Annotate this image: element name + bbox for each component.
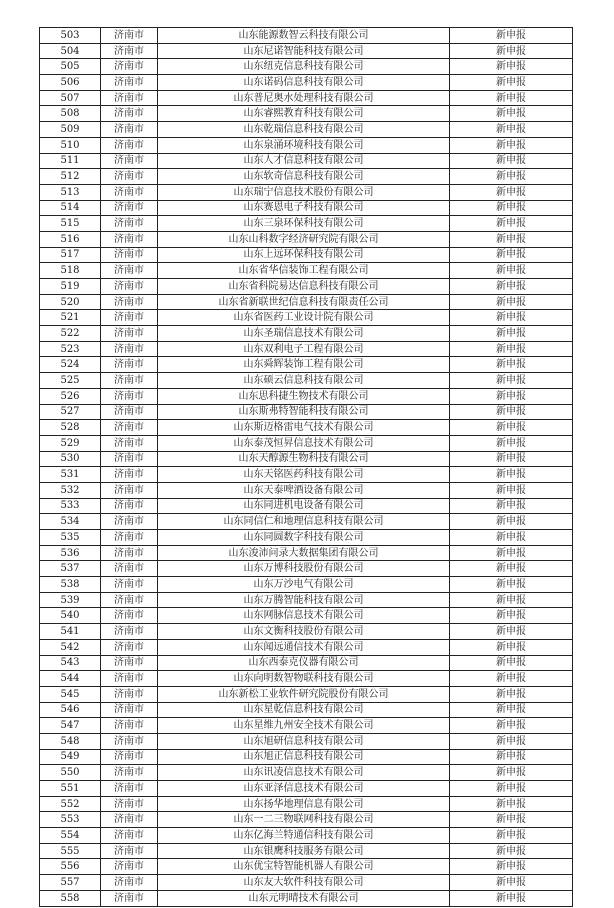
company-name-cell: 山东银鹰科技服务有限公司 [158,843,450,859]
company-name-cell: 山东尼诺智能科技有限公司 [158,43,450,59]
city-cell: 济南市 [101,341,158,357]
city-cell: 济南市 [101,655,158,671]
city-cell: 济南市 [101,875,158,891]
company-name-cell: 山东省科院易达信息科技有限公司 [158,279,450,295]
city-cell: 济南市 [101,812,158,828]
status-cell: 新申报 [450,59,573,75]
status-cell: 新申报 [450,561,573,577]
company-name-cell: 山东泉涌环境科技有限公司 [158,137,450,153]
table-row [40,263,573,279]
table-row [40,231,573,247]
row-number-cell: 525 [40,373,101,389]
company-name-cell: 山东舜辉装饰工程有限公司 [158,357,450,373]
row-number-cell: 531 [40,467,101,483]
table-row [40,279,573,295]
city-cell: 济南市 [101,890,158,906]
company-name-cell: 山东万博科技股份有限公司 [158,561,450,577]
row-number-cell: 518 [40,263,101,279]
table-row [40,404,573,420]
company-name-cell: 山东山科数字经济研究院有限公司 [158,231,450,247]
row-number-cell: 542 [40,639,101,655]
table-row [40,357,573,373]
city-cell: 济南市 [101,718,158,734]
company-name-cell: 山东双利电子工程有限公司 [158,341,450,357]
table-row [40,639,573,655]
company-name-cell: 山东星乾信息科技有限公司 [158,702,450,718]
status-cell: 新申报 [450,467,573,483]
city-cell: 济南市 [101,467,158,483]
status-cell: 新申报 [450,310,573,326]
table-row [40,435,573,451]
row-number-cell: 522 [40,326,101,342]
company-name-cell: 山东三泉环保科技有限公司 [158,216,450,232]
company-name-cell: 山东泰茂恒昇信息技术有限公司 [158,435,450,451]
table-row [40,216,573,232]
row-number-cell: 538 [40,577,101,593]
status-cell: 新申报 [450,765,573,781]
table-row [40,561,573,577]
company-name-cell: 山东友大软件科技有限公司 [158,875,450,891]
company-name-cell: 山东旭研信息科技有限公司 [158,733,450,749]
row-number-cell: 507 [40,90,101,106]
table-row [40,184,573,200]
status-cell: 新申报 [450,686,573,702]
city-cell: 济南市 [101,153,158,169]
company-name-cell: 山东上远环保科技有限公司 [158,247,450,263]
city-cell: 济南市 [101,671,158,687]
table-row [40,545,573,561]
row-number-cell: 512 [40,169,101,185]
city-cell: 济南市 [101,843,158,859]
row-number-cell: 530 [40,451,101,467]
company-name-cell: 山东同进机电设备有限公司 [158,498,450,514]
company-name-cell: 山东斯弗特智能科技有限公司 [158,404,450,420]
status-cell: 新申报 [450,231,573,247]
city-cell: 济南市 [101,90,158,106]
table-row [40,859,573,875]
row-number-cell: 556 [40,859,101,875]
city-cell: 济南市 [101,357,158,373]
row-number-cell: 520 [40,294,101,310]
city-cell: 济南市 [101,247,158,263]
city-cell: 济南市 [101,482,158,498]
city-cell: 济南市 [101,561,158,577]
company-name-cell: 山东新松工业软件研究院股份有限公司 [158,686,450,702]
row-number-cell: 545 [40,686,101,702]
row-number-cell: 515 [40,216,101,232]
row-number-cell: 509 [40,122,101,138]
status-cell: 新申报 [450,43,573,59]
table-row [40,890,573,906]
table-row [40,624,573,640]
row-number-cell: 533 [40,498,101,514]
table-row [40,812,573,828]
row-number-cell: 537 [40,561,101,577]
company-name-cell: 山东思科捷生物技术有限公司 [158,388,450,404]
company-name-cell: 山东万腾智能科技有限公司 [158,592,450,608]
city-cell: 济南市 [101,686,158,702]
city-cell: 济南市 [101,451,158,467]
status-cell: 新申报 [450,420,573,436]
city-cell: 济南市 [101,279,158,295]
status-cell: 新申报 [450,702,573,718]
status-cell: 新申报 [450,749,573,765]
table-row [40,75,573,91]
table-row [40,686,573,702]
company-name-cell: 山东普尼奥水处理科技有限公司 [158,90,450,106]
status-cell: 新申报 [450,326,573,342]
company-name-cell: 山东人才信息科技有限公司 [158,153,450,169]
status-cell: 新申报 [450,388,573,404]
table-row [40,294,573,310]
company-name-cell: 山东旭正信息科技有限公司 [158,749,450,765]
company-name-cell: 山东斯迈格雷电气技术有限公司 [158,420,450,436]
company-name-cell: 山东亚泽信息技术有限公司 [158,781,450,797]
table-row [40,733,573,749]
row-number-cell: 516 [40,231,101,247]
city-cell: 济南市 [101,28,158,44]
city-cell: 济南市 [101,624,158,640]
row-number-cell: 519 [40,279,101,295]
company-name-cell: 山东天泰啤酒设备有限公司 [158,482,450,498]
city-cell: 济南市 [101,404,158,420]
table-row [40,43,573,59]
status-cell: 新申报 [450,263,573,279]
table-row [40,451,573,467]
company-list-sheet [39,27,572,907]
status-cell: 新申报 [450,169,573,185]
row-number-cell: 505 [40,59,101,75]
row-number-cell: 532 [40,482,101,498]
company-name-cell: 山东天铭医药科技有限公司 [158,467,450,483]
table-body [40,28,573,907]
city-cell: 济南市 [101,577,158,593]
company-name-cell: 山东圣瑞信息技术有限公司 [158,326,450,342]
company-name-cell: 山东软奇信息科技有限公司 [158,169,450,185]
row-number-cell: 555 [40,843,101,859]
row-number-cell: 534 [40,514,101,530]
city-cell: 济南市 [101,592,158,608]
company-name-cell: 山东星维九州安全技术有限公司 [158,718,450,734]
status-cell: 新申报 [450,122,573,138]
status-cell: 新申报 [450,404,573,420]
status-cell: 新申报 [450,796,573,812]
table-row [40,796,573,812]
table-row [40,655,573,671]
row-number-cell: 557 [40,875,101,891]
city-cell: 济南市 [101,435,158,451]
status-cell: 新申报 [450,592,573,608]
city-cell: 济南市 [101,608,158,624]
row-number-cell: 527 [40,404,101,420]
table-row [40,749,573,765]
status-cell: 新申报 [450,200,573,216]
status-cell: 新申报 [450,671,573,687]
company-name-cell: 山东西泰克仪器有限公司 [158,655,450,671]
company-name-cell: 山东文衡科技股份有限公司 [158,624,450,640]
company-name-cell: 山东天醇源生物科技有限公司 [158,451,450,467]
status-cell: 新申报 [450,28,573,44]
city-cell: 济南市 [101,733,158,749]
status-cell: 新申报 [450,530,573,546]
status-cell: 新申报 [450,624,573,640]
table-row [40,482,573,498]
row-number-cell: 547 [40,718,101,734]
city-cell: 济南市 [101,828,158,844]
status-cell: 新申报 [450,545,573,561]
company-name-cell: 山东同信仁和地理信息科技有限公司 [158,514,450,530]
status-cell: 新申报 [450,294,573,310]
city-cell: 济南市 [101,498,158,514]
status-cell: 新申报 [450,373,573,389]
status-cell: 新申报 [450,153,573,169]
table-row [40,247,573,263]
table-row [40,828,573,844]
row-number-cell: 529 [40,435,101,451]
row-number-cell: 503 [40,28,101,44]
city-cell: 济南市 [101,137,158,153]
city-cell: 济南市 [101,59,158,75]
status-cell: 新申报 [450,828,573,844]
status-cell: 新申报 [450,655,573,671]
status-cell: 新申报 [450,514,573,530]
row-number-cell: 558 [40,890,101,906]
table-row [40,388,573,404]
status-cell: 新申报 [450,451,573,467]
city-cell: 济南市 [101,294,158,310]
city-cell: 济南市 [101,781,158,797]
city-cell: 济南市 [101,310,158,326]
status-cell: 新申报 [450,357,573,373]
city-cell: 济南市 [101,75,158,91]
row-number-cell: 539 [40,592,101,608]
company-name-cell: 山东省医药工业设计院有限公司 [158,310,450,326]
status-cell: 新申报 [450,90,573,106]
row-number-cell: 514 [40,200,101,216]
table-row [40,28,573,44]
table-row [40,310,573,326]
status-cell: 新申报 [450,733,573,749]
row-number-cell: 517 [40,247,101,263]
city-cell: 济南市 [101,200,158,216]
row-number-cell: 553 [40,812,101,828]
table-row [40,608,573,624]
status-cell: 新申报 [450,890,573,906]
table-row [40,671,573,687]
row-number-cell: 511 [40,153,101,169]
status-cell: 新申报 [450,875,573,891]
city-cell: 济南市 [101,373,158,389]
row-number-cell: 549 [40,749,101,765]
status-cell: 新申报 [450,184,573,200]
table-row [40,153,573,169]
table-row [40,514,573,530]
table-row [40,106,573,122]
company-name-cell: 山东睿熙教育科技有限公司 [158,106,450,122]
row-number-cell: 513 [40,184,101,200]
table-row [40,592,573,608]
table-row [40,843,573,859]
status-cell: 新申报 [450,639,573,655]
company-name-cell: 山东纽克信息科技有限公司 [158,59,450,75]
company-name-cell: 山东向明数智物联科技有限公司 [158,671,450,687]
status-cell: 新申报 [450,608,573,624]
row-number-cell: 546 [40,702,101,718]
table-row [40,781,573,797]
company-name-cell: 山东赛恩电子科技有限公司 [158,200,450,216]
row-number-cell: 504 [40,43,101,59]
table-row [40,718,573,734]
status-cell: 新申报 [450,279,573,295]
company-name-cell: 山东元明晴技术有限公司 [158,890,450,906]
table-row [40,765,573,781]
company-name-cell: 山东网脉信息技术有限公司 [158,608,450,624]
city-cell: 济南市 [101,169,158,185]
status-cell: 新申报 [450,435,573,451]
row-number-cell: 506 [40,75,101,91]
table-row [40,467,573,483]
status-cell: 新申报 [450,577,573,593]
row-number-cell: 541 [40,624,101,640]
status-cell: 新申报 [450,75,573,91]
table-row [40,498,573,514]
city-cell: 济南市 [101,749,158,765]
company-name-cell: 山东诺码信息科技有限公司 [158,75,450,91]
city-cell: 济南市 [101,530,158,546]
company-name-cell: 山东省华信装饰工程有限公司 [158,263,450,279]
status-cell: 新申报 [450,216,573,232]
company-name-cell: 山东讯凌信息技术有限公司 [158,765,450,781]
table-row [40,59,573,75]
row-number-cell: 550 [40,765,101,781]
status-cell: 新申报 [450,482,573,498]
city-cell: 济南市 [101,796,158,812]
table-row [40,420,573,436]
city-cell: 济南市 [101,765,158,781]
row-number-cell: 528 [40,420,101,436]
company-name-cell: 山东闻远通信技术有限公司 [158,639,450,655]
city-cell: 济南市 [101,231,158,247]
table-row [40,169,573,185]
row-number-cell: 523 [40,341,101,357]
status-cell: 新申报 [450,812,573,828]
city-cell: 济南市 [101,263,158,279]
city-cell: 济南市 [101,326,158,342]
row-number-cell: 552 [40,796,101,812]
table-row [40,341,573,357]
table-row [40,122,573,138]
row-number-cell: 524 [40,357,101,373]
status-cell: 新申报 [450,718,573,734]
company-name-cell: 山东硕云信息科技有限公司 [158,373,450,389]
city-cell: 济南市 [101,122,158,138]
table-row [40,90,573,106]
company-name-cell: 山东同圆数字科技有限公司 [158,530,450,546]
row-number-cell: 508 [40,106,101,122]
table-row [40,373,573,389]
city-cell: 济南市 [101,184,158,200]
city-cell: 济南市 [101,420,158,436]
company-name-cell: 山东优宝特智能机器人有限公司 [158,859,450,875]
status-cell: 新申报 [450,106,573,122]
row-number-cell: 521 [40,310,101,326]
company-name-cell: 山东能源数智云科技有限公司 [158,28,450,44]
row-number-cell: 536 [40,545,101,561]
row-number-cell: 540 [40,608,101,624]
table-row [40,137,573,153]
row-number-cell: 554 [40,828,101,844]
row-number-cell: 551 [40,781,101,797]
company-name-cell: 山东乾瑞信息科技有限公司 [158,122,450,138]
table-row [40,577,573,593]
row-number-cell: 548 [40,733,101,749]
city-cell: 济南市 [101,216,158,232]
status-cell: 新申报 [450,498,573,514]
company-name-cell: 山东扬华地理信息有限公司 [158,796,450,812]
status-cell: 新申报 [450,247,573,263]
city-cell: 济南市 [101,702,158,718]
status-cell: 新申报 [450,859,573,875]
row-number-cell: 510 [40,137,101,153]
table-row [40,530,573,546]
city-cell: 济南市 [101,545,158,561]
status-cell: 新申报 [450,341,573,357]
row-number-cell: 535 [40,530,101,546]
status-cell: 新申报 [450,843,573,859]
table-row [40,326,573,342]
company-name-cell: 山东瑞宁信息技术股份有限公司 [158,184,450,200]
company-name-cell: 山东省新联世纪信息科技有限责任公司 [158,294,450,310]
table-row [40,875,573,891]
row-number-cell: 543 [40,655,101,671]
company-name-cell: 山东浚沛问录大数据集团有限公司 [158,545,450,561]
company-name-cell: 山东亿海兰特通信科技有限公司 [158,828,450,844]
status-cell: 新申报 [450,781,573,797]
table-row [40,200,573,216]
city-cell: 济南市 [101,43,158,59]
company-list-table [39,27,573,907]
company-name-cell: 山东一二三物联网科技有限公司 [158,812,450,828]
city-cell: 济南市 [101,388,158,404]
city-cell: 济南市 [101,859,158,875]
city-cell: 济南市 [101,639,158,655]
city-cell: 济南市 [101,514,158,530]
row-number-cell: 544 [40,671,101,687]
table-row [40,702,573,718]
company-name-cell: 山东万沙电气有限公司 [158,577,450,593]
row-number-cell: 526 [40,388,101,404]
city-cell: 济南市 [101,106,158,122]
status-cell: 新申报 [450,137,573,153]
